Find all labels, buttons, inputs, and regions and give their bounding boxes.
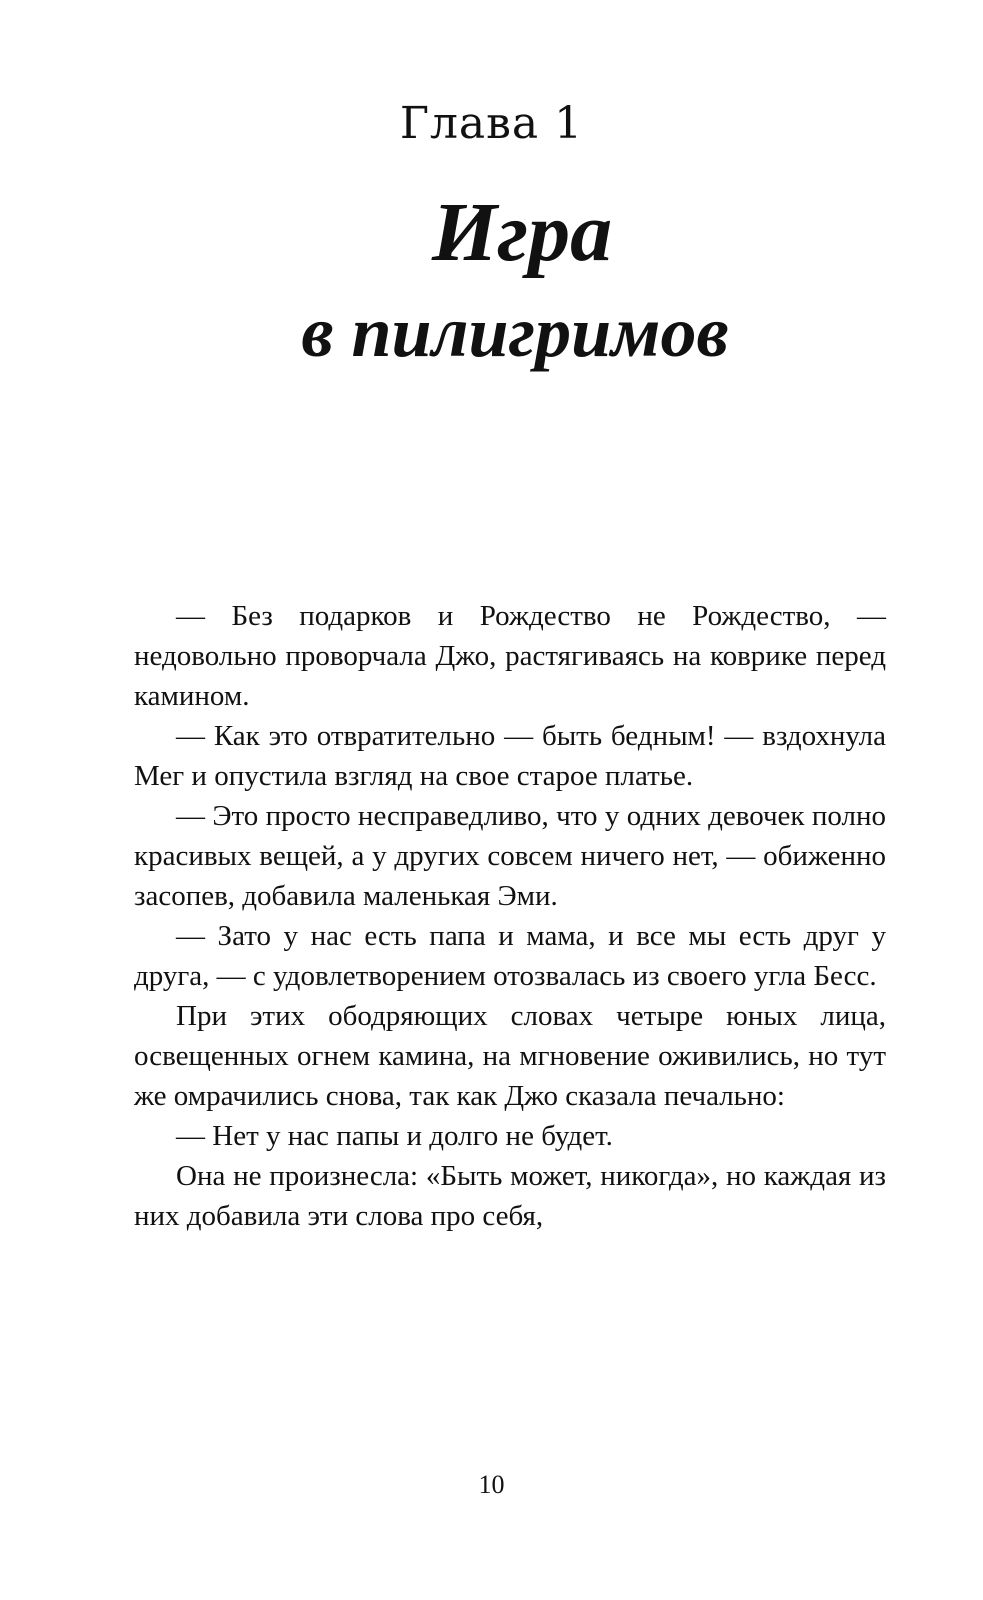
paragraph: — Это просто несправедливо, что у одних девочек полно красивых вещей, а у других совсем ничего нет, — обиженно засопев, добавила маленькая Эми. (134, 800, 886, 912)
paragraph: — Без подарков и Рождество не Рождество, — недовольно проворчала Джо, растягиваясь на коврике перед камином. (134, 600, 886, 712)
paragraph: — Нет у нас папы и долго не будет. (176, 1120, 613, 1152)
chapter-title-line2: в пилигримов (301, 292, 729, 372)
page-number: 10 (478, 1470, 505, 1499)
chapter-body (134, 596, 886, 1236)
paragraph: При этих ободряющих словах четыре юных лица, освещенных огнем камина, на мгновение оживились, но тут же омрачились снова, так как Джо сказала печально: (134, 1000, 886, 1112)
paragraph: Она не произнесла: «Быть может, никогда», но каждая из них добавила эти слова про себя, (134, 1160, 886, 1232)
chapter-label: Глава 1 (399, 98, 584, 149)
chapter-title-line1: Игра (431, 186, 613, 279)
paragraph: — Зато у нас есть папа и мама, и все мы есть друг у друга, — с удовлетворением отозвалась из своего угла Бесс. (134, 920, 886, 992)
paragraph: — Как это отвратительно — быть бедным! — вздохнула Мег и опустила взгляд на свое старое платье. (134, 720, 886, 792)
chapter-title-script (290, 178, 750, 388)
